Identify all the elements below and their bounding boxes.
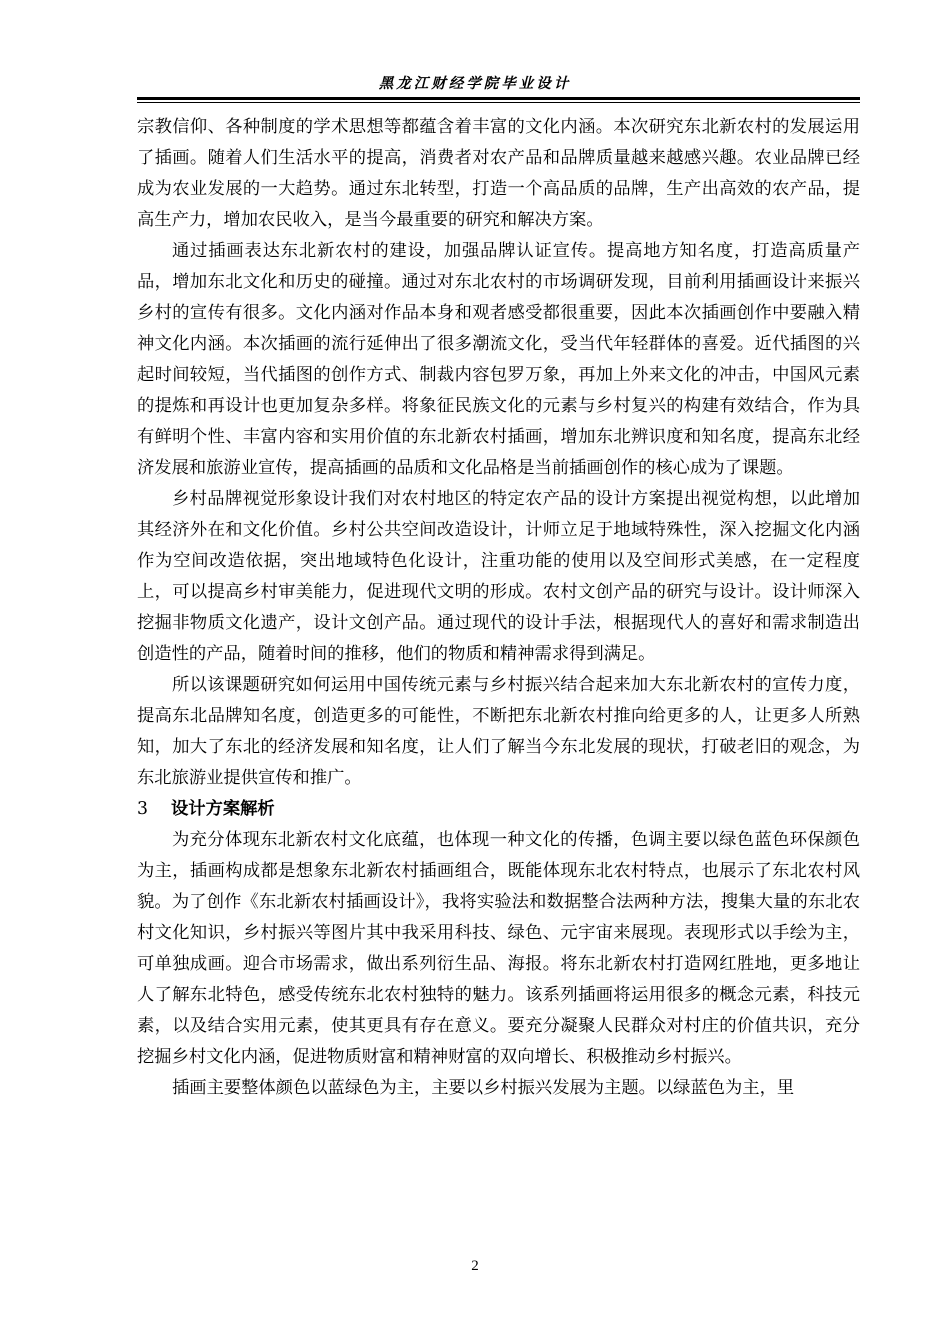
- section-heading: [137, 794, 860, 825]
- paragraph: 乡村品牌视觉形象设计我们对农村地区的特定农产品的设计方案提出视觉构想，以此增加其经济外在和文化价值。乡村公共空间改造设计，计师立足于地域特殊性，深入挖掘文化内涵作为空间改造依据，突出地域特色化设计，注重功能的使用以及空间形式美感，在一定程度上，可以提高乡村审美能力，促进现代文明的形成。农村文创产品的研究与设计。设计师深入挖掘非物质文化遗产，设计文创产品。通过现代的设计手法，根据现代人的喜好和需求制造出创造性的产品，随着时间的推移，他们的物质和精神需求得到满足。: [137, 489, 860, 664]
- paragraph: 为充分体现东北新农村文化底蕴，也体现一种文化的传播，色调主要以绿色蓝色环保颜色为主，插画构成都是想象东北新农村插画组合，既能体现东北农村特点，也展示了东北农村风貌。为了创作《东北新农村插画设计》，我将实验法和数据整合法两种方法，搜集大量的东北农村文化知识，乡村振兴等图片其中我采用科技、绿色、元宇宙来展现。表现形式以手绘为主，可单独成画。迎合市场需求，做出系列衍生品、海报。将东北新农村打造网红胜地，更多地让人了解东北特色，感受传统东北农村独特的魅力。该系列插画将运用很多的概念元素，科技元素，以及结合实用元素，使其更具有存在意义。要充分凝聚人民群众对村庄的价值共识，充分挖掘乡村文化内涵，促进物质财富和精神财富的双向增长、积极推动乡村振兴。: [137, 830, 860, 1067]
- header-rule-thick: [137, 97, 860, 100]
- header-rule-thin: [137, 102, 860, 103]
- paragraph: 所以该课题研究如何运用中国传统元素与乡村振兴结合起来加大东北新农村的宣传力度，提高东北品牌知名度，创造更多的可能性，不断把东北新农村推向给更多的人，让更多人所熟知，加大了东北的经济发展和知名度，让人们了解当今东北发展的现状，打破老旧的观念，为东北旅游业提供宣传和推广。: [137, 675, 860, 788]
- paragraph: 插画主要整体颜色以蓝绿色为主，主要以乡村振兴发展为主题。以绿蓝色为主，里: [172, 1078, 795, 1098]
- paragraph-continued: 宗教信仰、各种制度的学术思想等都蕴含着丰富的文化内涵。本次研究东北新农村的发展运用了插画。随着人们生活水平的提高，消费者对农产品和品牌质量越来越感兴趣。农业品牌已经成为农业发展的一大趋势。通过东北转型，打造一个高品质的品牌，生产出高效的农产品，提高生产力，增加农民收入，是当今最重要的研究和解决方案。: [137, 117, 860, 230]
- running-header-title: 黑龙江财经学院毕业设计: [378, 76, 572, 92]
- section-title: 设计方案解析: [171, 799, 275, 819]
- body-text: [137, 112, 860, 1104]
- page-number: 2: [471, 1258, 479, 1274]
- section-number: 3: [137, 799, 148, 819]
- paragraph: 通过插画表达东北新农村的建设，加强品牌认证宣传。提高地方知名度，打造高质量产品，增加东北文化和历史的碰撞。通过对东北农村的市场调研发现，目前利用插画设计来振兴乡村的宣传有很多。文化内涵对作品本身和观者感受都很重要，因此本次插画创作中要融入精神文化内涵。本次插画的流行延伸出了很多潮流文化，受当代年轻群体的喜爱。近代插图的兴起时间较短，当代插图的创作方式、制裁内容包罗万象，再加上外来文化的冲击，中国风元素的提炼和再设计也更加复杂多样。将象征民族文化的元素与乡村复兴的构建有效结合，作为具有鲜明个性、丰富内容和实用价值的东北新农村插画，增加东北辨识度和知名度，提高东北经济发展和旅游业宣传，提高插画的品质和文化品格是当前插画创作的核心成为了课题。: [137, 241, 860, 478]
